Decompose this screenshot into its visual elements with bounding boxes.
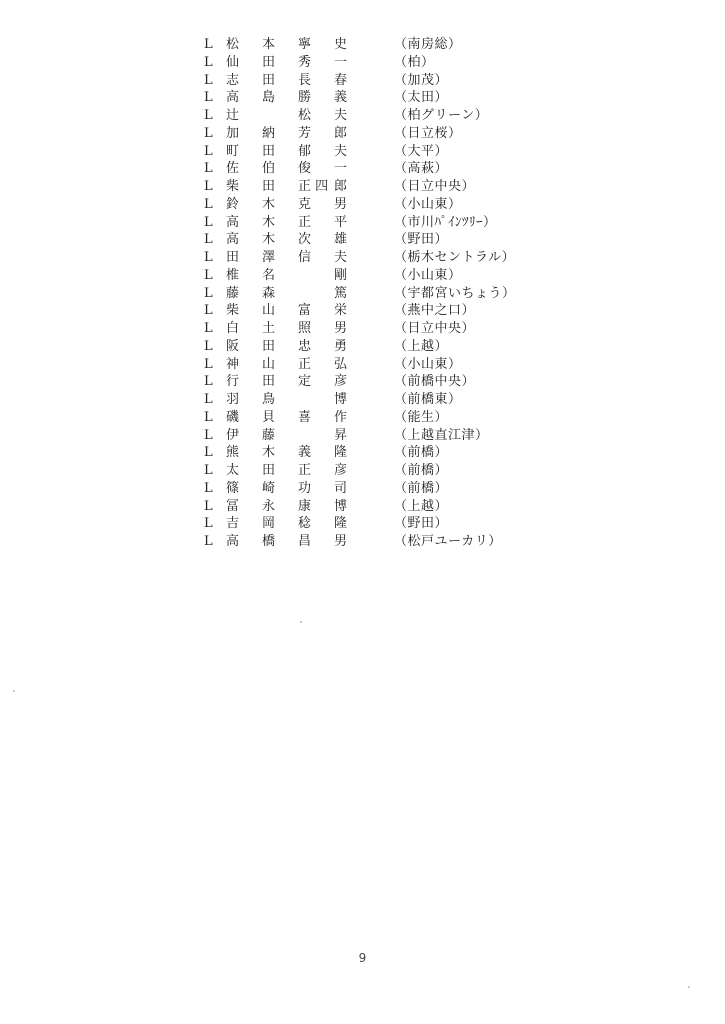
name-char: 羽 bbox=[226, 392, 240, 407]
name-char: 照 bbox=[298, 321, 312, 336]
member-mark: L bbox=[204, 143, 213, 159]
club-name: （燕中之口） bbox=[394, 303, 476, 319]
name-char: 篤 bbox=[334, 285, 348, 301]
name-char: 正 bbox=[298, 463, 312, 478]
member-mark: L bbox=[204, 516, 213, 532]
name-char: 澤 bbox=[262, 250, 276, 265]
name-char: 篠 bbox=[226, 480, 240, 496]
name-char: 阪 bbox=[226, 338, 240, 354]
club-name: （松戸ユーカリ） bbox=[394, 534, 502, 549]
club-name: （柏グリーン） bbox=[394, 108, 489, 123]
name-char: 椎 bbox=[226, 267, 240, 283]
name-char: 田 bbox=[226, 250, 240, 265]
name-char: 一 bbox=[334, 54, 348, 70]
club-name: （加茂） bbox=[394, 72, 449, 88]
club-name: （前橋東） bbox=[394, 392, 462, 407]
name-char: 博 bbox=[334, 392, 348, 407]
name-char: 雄 bbox=[334, 232, 348, 248]
club-name: （柏） bbox=[394, 54, 435, 70]
name-char: 彦 bbox=[334, 374, 348, 390]
member-mark: L bbox=[204, 285, 213, 301]
member-mark: L bbox=[204, 37, 213, 52]
member-mark: L bbox=[204, 196, 213, 212]
name-char: 山 bbox=[262, 356, 276, 372]
club-name: （前橋） bbox=[394, 445, 449, 461]
name-char: 島 bbox=[262, 90, 276, 106]
name-char: 克 bbox=[298, 196, 312, 212]
name-char: 勝 bbox=[298, 90, 312, 106]
name-char: 柴 bbox=[226, 303, 240, 319]
name-char: 史 bbox=[334, 37, 348, 52]
name-char: 土 bbox=[262, 321, 276, 336]
name-char: 正 四 bbox=[298, 179, 329, 194]
name-char: 貝 bbox=[262, 409, 276, 425]
member-mark: L bbox=[204, 250, 213, 265]
member-mark: L bbox=[204, 321, 213, 336]
club-name: （日立桜） bbox=[394, 125, 462, 141]
name-char: 仙 bbox=[226, 54, 240, 70]
club-name: （宇都宮いちょう） bbox=[394, 285, 516, 301]
name-char: 田 bbox=[262, 72, 276, 88]
name-char: 彦 bbox=[334, 463, 348, 478]
name-char: 田 bbox=[262, 374, 276, 390]
name-char: 隆 bbox=[334, 445, 348, 461]
name-char: 岡 bbox=[262, 516, 276, 532]
name-char: 春 bbox=[334, 72, 348, 88]
name-char: 栄 bbox=[334, 303, 348, 319]
page-number: 9 bbox=[358, 951, 367, 965]
member-mark: L bbox=[204, 125, 213, 141]
name-char: 一 bbox=[334, 161, 348, 177]
name-char: 田 bbox=[262, 54, 276, 70]
scan-speck bbox=[13, 690, 15, 692]
scan-speck bbox=[300, 621, 302, 623]
name-char: 隆 bbox=[334, 516, 348, 532]
member-mark: L bbox=[204, 303, 213, 319]
name-char: 義 bbox=[298, 445, 312, 461]
name-char: 藤 bbox=[226, 285, 240, 301]
name-char: 忠 bbox=[298, 338, 312, 354]
name-char: 作 bbox=[334, 409, 348, 425]
name-char: 男 bbox=[334, 534, 348, 549]
name-char: 神 bbox=[226, 356, 240, 372]
club-name: （栃木セントラル） bbox=[394, 250, 516, 265]
name-char: 田 bbox=[262, 338, 276, 354]
name-char: 男 bbox=[334, 321, 348, 336]
name-char: 鳥 bbox=[262, 392, 276, 407]
name-char: 森 bbox=[262, 285, 276, 301]
member-mark: L bbox=[204, 445, 213, 461]
name-char: 松 bbox=[226, 37, 240, 52]
name-char: 康 bbox=[298, 498, 312, 514]
member-mark: L bbox=[204, 54, 213, 70]
name-char: 昌 bbox=[298, 534, 312, 549]
club-name: （前橋） bbox=[394, 480, 449, 496]
member-mark: L bbox=[204, 161, 213, 177]
club-name: （上越） bbox=[394, 338, 449, 354]
member-mark: L bbox=[204, 463, 213, 478]
club-name: （前橋中央） bbox=[394, 374, 476, 390]
name-char: 高 bbox=[226, 90, 240, 106]
name-char: 白 bbox=[226, 321, 240, 336]
name-char: 郎 bbox=[334, 125, 348, 141]
name-char: 加 bbox=[226, 125, 240, 141]
name-char: 崎 bbox=[262, 480, 276, 496]
name-char: 永 bbox=[262, 498, 276, 514]
member-mark: L bbox=[204, 427, 213, 443]
name-char: 定 bbox=[298, 374, 312, 390]
club-name: （大平） bbox=[394, 143, 449, 159]
name-char: 山 bbox=[262, 303, 276, 319]
member-mark: L bbox=[204, 90, 213, 106]
name-char: 熊 bbox=[226, 445, 240, 461]
name-char: 田 bbox=[262, 463, 276, 478]
name-char: 行 bbox=[226, 374, 240, 390]
name-char: 秀 bbox=[298, 54, 312, 70]
name-char: 司 bbox=[334, 480, 348, 496]
name-char: 橋 bbox=[262, 534, 276, 549]
name-char: 高 bbox=[226, 214, 240, 230]
name-char: 昇 bbox=[334, 427, 348, 443]
club-name: （小山東） bbox=[394, 356, 462, 372]
name-char: 芳 bbox=[298, 125, 312, 141]
club-name: （能生） bbox=[394, 409, 449, 425]
name-char: 木 bbox=[262, 214, 276, 230]
member-mark: L bbox=[204, 232, 213, 248]
name-char: 次 bbox=[298, 232, 312, 248]
name-char: 辻 bbox=[226, 108, 240, 123]
name-char: 鈴 bbox=[226, 196, 240, 212]
name-char: 喜 bbox=[298, 409, 312, 425]
name-char: 本 bbox=[262, 37, 276, 52]
name-char: 正 bbox=[298, 356, 312, 372]
member-mark: L bbox=[204, 179, 213, 194]
club-name: （小山東） bbox=[394, 196, 462, 212]
name-char: 松 bbox=[298, 108, 312, 123]
name-char: 寧 bbox=[298, 37, 312, 52]
club-name: （日立中央） bbox=[394, 321, 476, 336]
name-char: 藤 bbox=[262, 427, 276, 443]
name-char: 長 bbox=[298, 72, 312, 88]
club-name: （日立中央） bbox=[394, 179, 476, 194]
club-name: （小山東） bbox=[394, 267, 462, 283]
name-char: 夫 bbox=[334, 108, 348, 123]
member-mark: L bbox=[204, 214, 213, 230]
name-char: 田 bbox=[262, 179, 276, 194]
member-mark: L bbox=[204, 356, 213, 372]
name-char: 正 bbox=[298, 214, 312, 230]
name-char: 田 bbox=[262, 143, 276, 159]
member-mark: L bbox=[204, 498, 213, 514]
name-char: 木 bbox=[262, 232, 276, 248]
name-char: 名 bbox=[262, 267, 276, 283]
club-name: （上越直江津） bbox=[394, 427, 489, 443]
member-mark: L bbox=[204, 338, 213, 354]
name-char: 伊 bbox=[226, 427, 240, 443]
name-char: 夫 bbox=[334, 250, 348, 265]
name-char: 夫 bbox=[334, 143, 348, 159]
name-char: 高 bbox=[226, 534, 240, 549]
club-name: （前橋） bbox=[394, 463, 449, 478]
name-char: 冨 bbox=[226, 498, 240, 514]
name-char: 信 bbox=[298, 250, 312, 265]
name-char: 平 bbox=[334, 214, 348, 230]
name-char: 義 bbox=[334, 90, 348, 106]
club-name: （上越） bbox=[394, 498, 449, 514]
name-char: 木 bbox=[262, 196, 276, 212]
club-name: （高萩） bbox=[394, 161, 449, 177]
member-mark: L bbox=[204, 72, 213, 88]
name-char: 男 bbox=[334, 196, 348, 212]
club-name: （南房総） bbox=[394, 37, 462, 52]
name-char: 勇 bbox=[334, 338, 348, 354]
name-char: 太 bbox=[226, 463, 240, 478]
name-char: 剛 bbox=[334, 267, 348, 283]
name-char: 納 bbox=[262, 125, 276, 141]
member-mark: L bbox=[204, 480, 213, 496]
name-char: 磯 bbox=[226, 409, 240, 425]
name-char: 稔 bbox=[298, 516, 312, 532]
name-char: 柴 bbox=[226, 179, 240, 194]
name-char: 富 bbox=[298, 303, 312, 319]
club-name: （太田） bbox=[394, 90, 449, 106]
name-char: 伯 bbox=[262, 161, 276, 177]
club-name: （野田） bbox=[394, 232, 449, 248]
club-name: （市川ﾊﾟｲﾝﾂﾘｰ） bbox=[394, 214, 497, 230]
name-char: 志 bbox=[226, 72, 240, 88]
name-char: 町 bbox=[226, 143, 240, 159]
name-char: 博 bbox=[334, 498, 348, 514]
name-char: 木 bbox=[262, 445, 276, 461]
member-mark: L bbox=[204, 267, 213, 283]
scan-speck bbox=[688, 986, 690, 988]
member-mark: L bbox=[204, 108, 213, 123]
name-char: 功 bbox=[298, 480, 312, 496]
name-char: 高 bbox=[226, 232, 240, 248]
name-char: 郁 bbox=[298, 143, 312, 159]
name-char: 俊 bbox=[298, 161, 312, 177]
club-name: （野田） bbox=[394, 516, 449, 532]
name-char: 吉 bbox=[226, 516, 240, 532]
name-char: 郎 bbox=[334, 179, 348, 194]
member-mark: L bbox=[204, 534, 213, 549]
member-mark: L bbox=[204, 392, 213, 407]
name-char: 佐 bbox=[226, 161, 240, 177]
name-char: 弘 bbox=[334, 356, 348, 372]
member-mark: L bbox=[204, 374, 213, 390]
member-mark: L bbox=[204, 409, 213, 425]
